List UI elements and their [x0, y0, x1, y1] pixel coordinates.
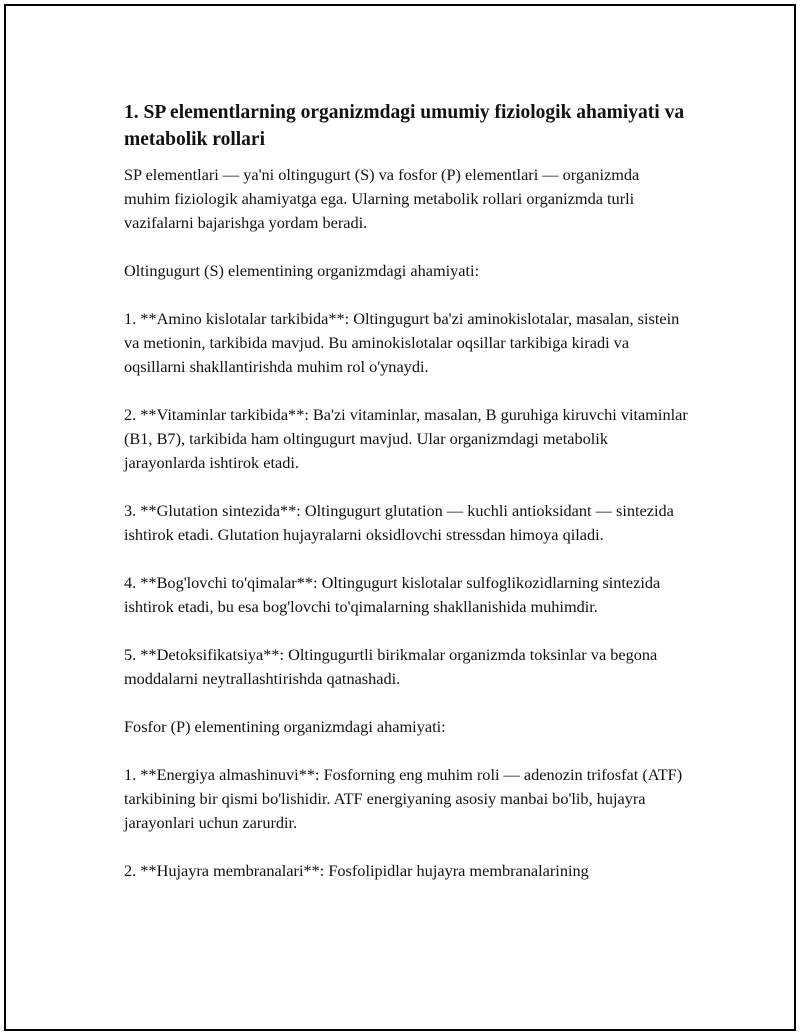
paragraph-phosphorus-item-2: 2. **Hujayra membranalari**: Fosfolipidlar hujayra membranalarining: [124, 861, 589, 880]
paragraph-sulfur-item-5: 5. **Detoksifikatsiya**: Oltingugurtli birikmalar organizmda toksinlar va begona moddalarni neytrallashtirishda qatnashadi.: [124, 645, 658, 688]
paragraph-sulfur-heading: Oltingugurt (S) elementining organizmdagi ahamiyati:: [124, 261, 480, 280]
paragraph-sulfur-item-3: 3. **Glutation sintezida**: Oltingugurt glutation — kuchli antioksidant — sintezida ishtirok etadi. Glutation hujayralarni oksidlovchi stressdan himoya qiladi.: [124, 501, 674, 544]
paragraph-intro: SP elementlari — ya'ni oltingugurt (S) va fosfor (P) elementlari — organizmda muhim fiziologik ahamiyatga ega. Ularning metabolik rollari organizmda turli vazifalarni bajarishga yordam beradi.: [124, 165, 640, 232]
paragraph-phosphorus-item-1: 1. **Energiya almashinuvi**: Fosforning eng muhim roli — adenozin trifosfat (ATF) tarkibining bir qismi bo'lishidir. ATF energiyaning asosiy manbai bo'lib, hujayra jarayonlari uchun zarurdir.: [124, 765, 683, 832]
paragraph-sulfur-item-2: 2. **Vitaminlar tarkibida**: Ba'zi vitaminlar, masalan, B guruhiga kiruvchi vitaminlar (B1, B7), tarkibida ham oltingugurt mavjud. Ular organizmdagi metabolik jarayonlarda ishtirok etadi.: [124, 405, 688, 472]
page-frame: [4, 4, 796, 1031]
document-title: 1. SP elementlarning organizmdagi umumiy fiziologik ahamiyati va metabolik rollari: [124, 102, 685, 150]
paragraph-phosphorus-heading: Fosfor (P) elementining organizmdagi ahamiyati:: [124, 717, 446, 736]
paragraph-sulfur-item-4: 4. **Bog'lovchi to'qimalar**: Oltingugurt kislotalar sulfoglikozidlarning sintezida ishtirok etadi, bu esa bog'lovchi to'qimalarning shakllanishida muhimdir.: [124, 573, 661, 616]
document-body: [124, 99, 689, 907]
paragraph-sulfur-item-1: 1. **Amino kislotalar tarkibida**: Oltingugurt ba'zi aminokislotalar, masalan, sistein va metionin, tarkibida mavjud. Bu aminokislotalar oqsillar tarkibiga kiradi va oqsillarni shakllantirishda muhim rol o'ynaydi.: [124, 309, 680, 376]
